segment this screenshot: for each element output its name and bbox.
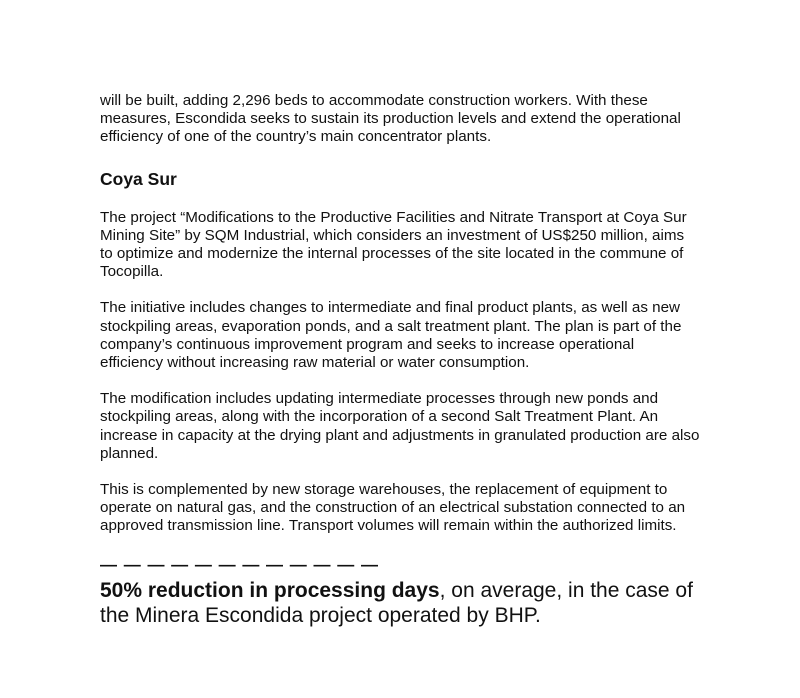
section-paragraph-3: The modification includes updating intermediate processes through new ponds and stockpiling areas, along with the incorporation of a second Salt Treatment Plant. An increase in capacity at the drying plant and adjustments in granulated production are also planned. [100,390,700,462]
callout-bold-text: 50% reduction in processing days [100,578,440,602]
callout-highlight [100,578,700,628]
section-paragraph-2: The initiative includes changes to intermediate and final product plants, as well as new stockpiling areas, evaporation ponds, and a salt treatment plant. The plan is part of the company’s continuous improvement program and seeks to increase operational efficiency without increasing raw material or water consumption. [100,299,682,372]
document-page [100,92,700,628]
section-paragraph-4: This is complemented by new storage warehouses, the replacement of equipment to operate on natural gas, and the construction of an electrical substation connected to an approved transmission line. Transport volumes will remain within the authorized limits. [100,481,686,535]
section-heading: Coya Sur [100,168,177,189]
section-paragraph-1: The project “Modifications to the Productive Facilities and Nitrate Transport at Coya Sur Mining Site” by SQM Industrial, which considers an investment of US$250 million, aims to optimize and modernize the internal processes of the site located in the commune of Tocopilla. [100,208,687,281]
intro-paragraph: will be built, adding 2,296 beds to accommodate construction workers. With these measures, Escondida seeks to sustain its production levels and extend the operational efficiency of one of the country’s main concentrator plants. [100,92,681,146]
callout-dashed-rule: — — — — — — — — — — — — [100,554,379,574]
callout-rest-text: , on average, in the case of the Minera Escondida project operated by BHP. [100,578,693,627]
